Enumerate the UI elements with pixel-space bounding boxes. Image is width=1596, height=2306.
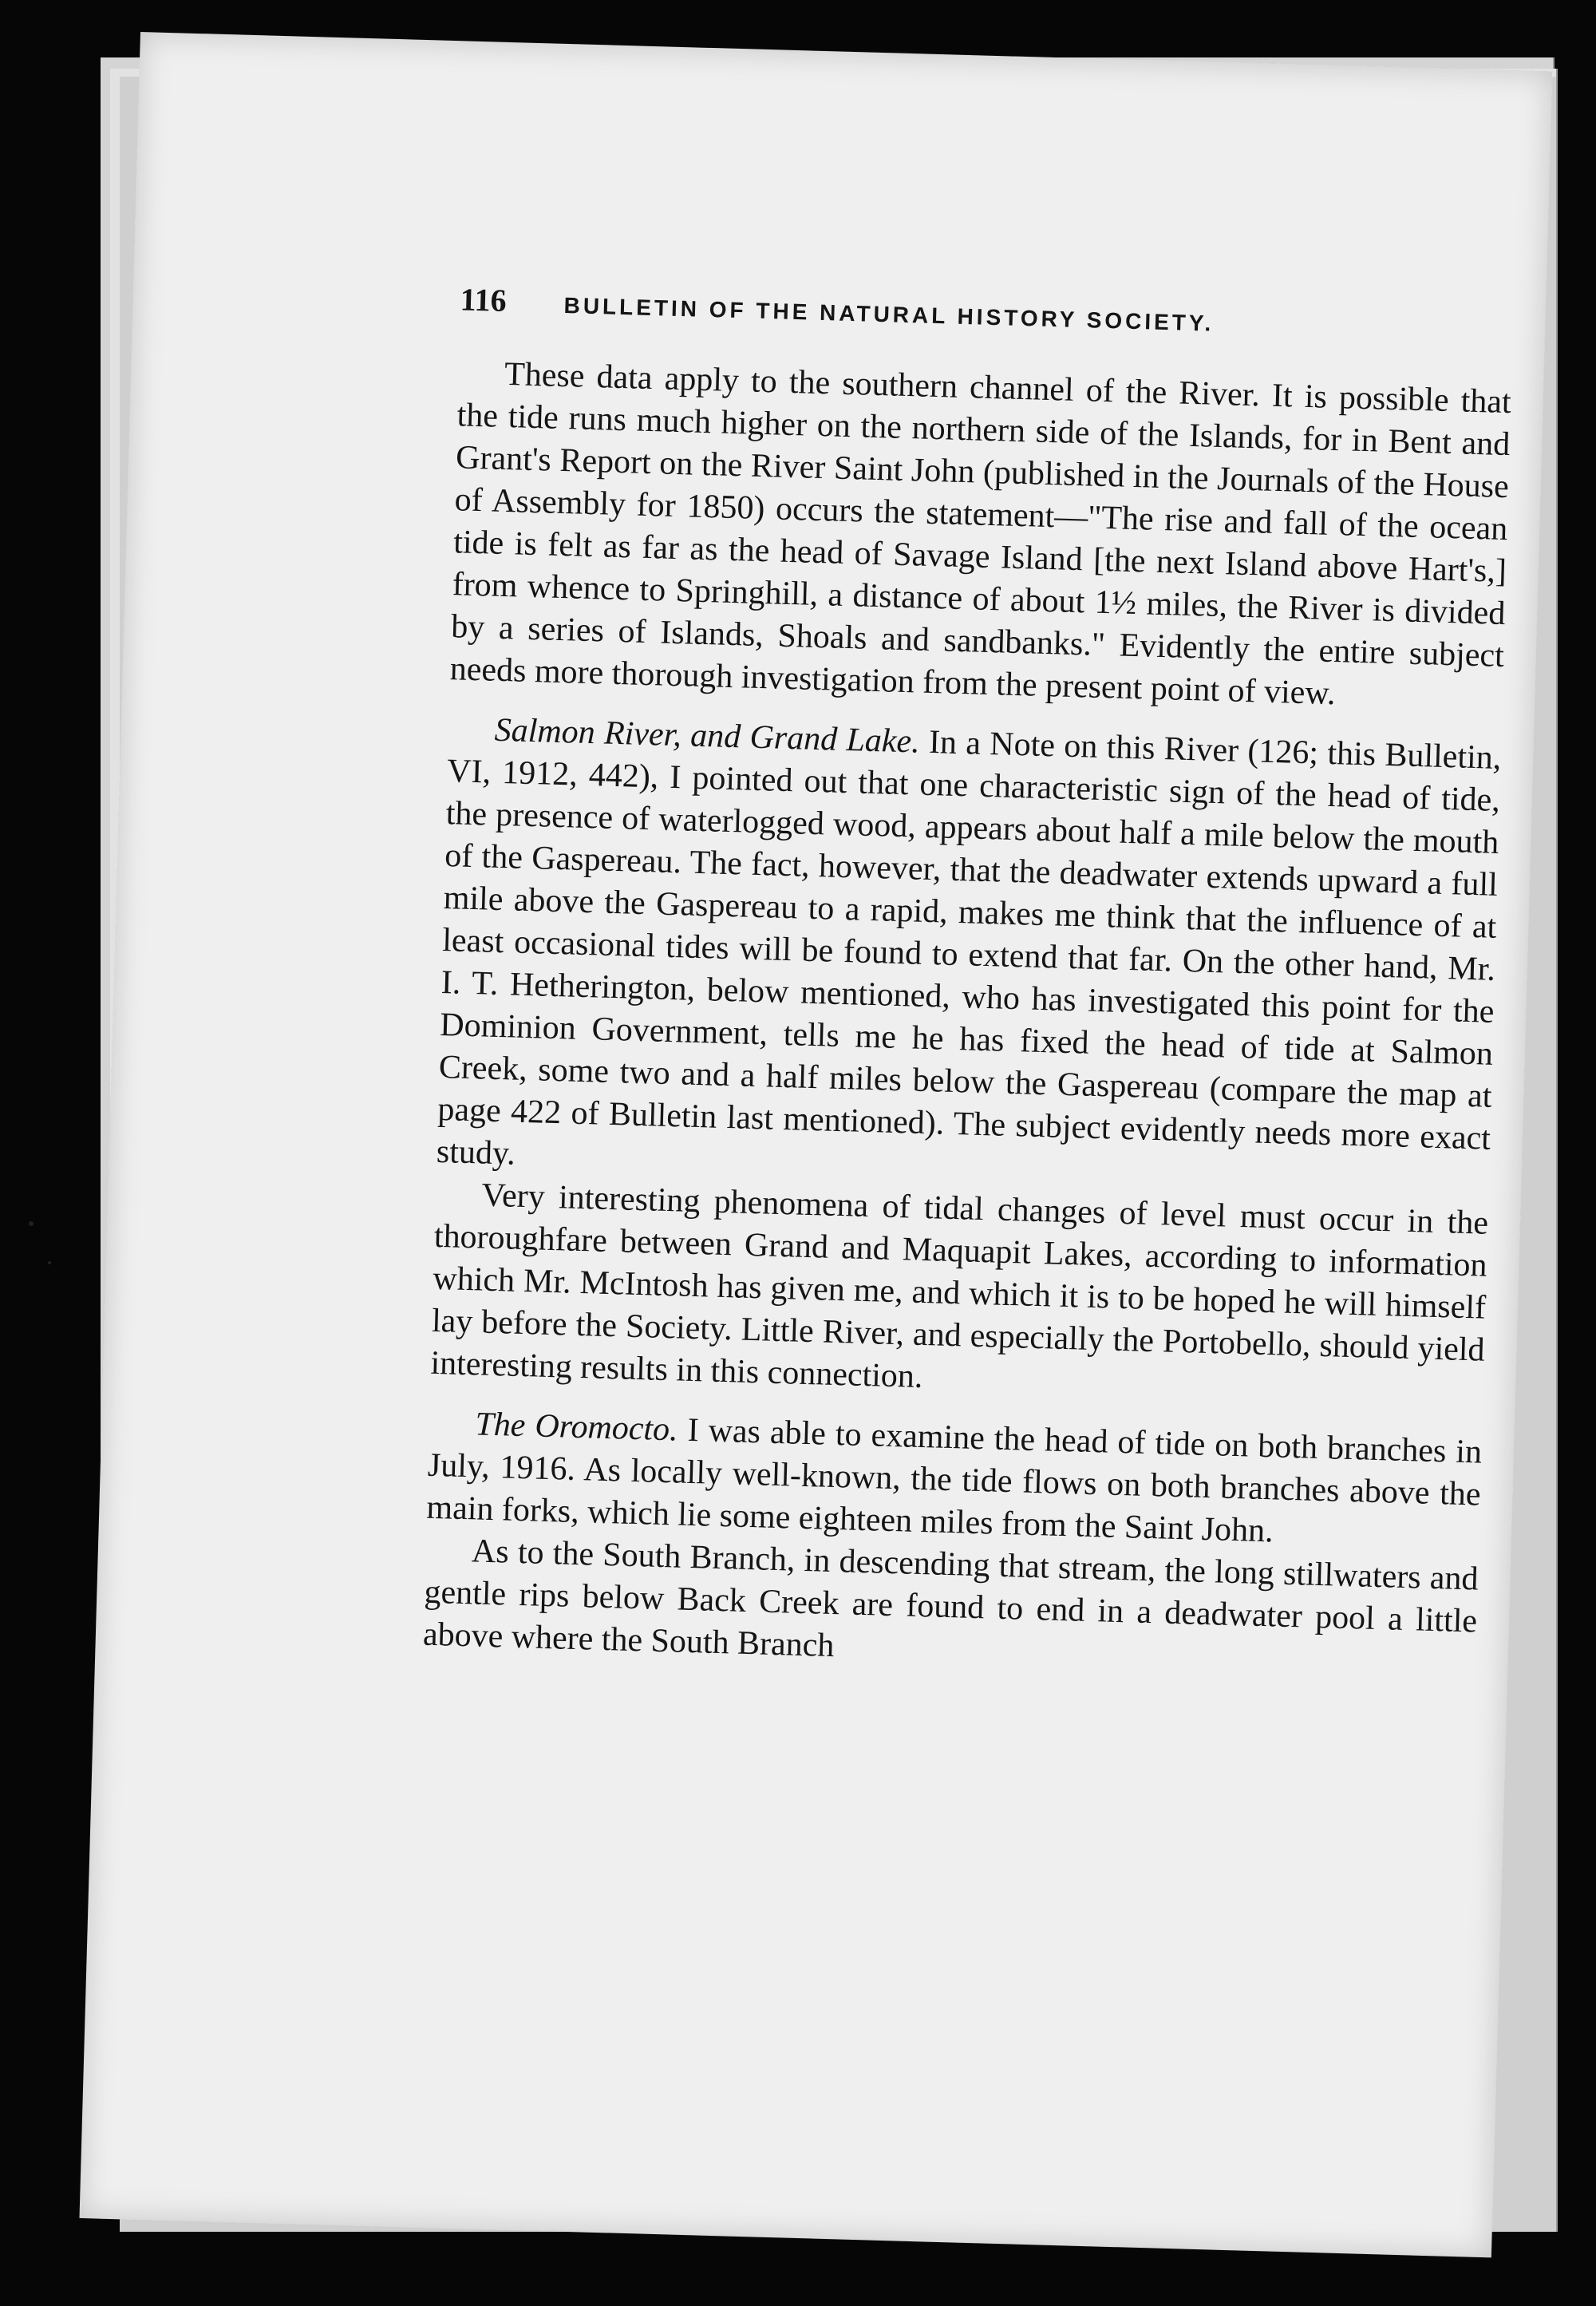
section-heading: Salmon River, and Grand Lake. [494, 711, 921, 761]
paragraph-text: Very interesting phenomena of tidal changes of level must occur in the thoroughfare between Grand and Maquapit Lakes, according to information which Mr. McIntosh has given me, and which it is to be hoped he will himself lay before the Society. Little River, and especially the Portobello, should yield interesting results in this connection. [429, 1177, 1489, 1396]
scan-speck [29, 1221, 34, 1226]
paragraph [436, 708, 1502, 1203]
paragraph-text: As to the South Branch, in descending that stream, the long stillwaters and gentle rips below Back Creek are found to end in a deadwater pool a little above where the South Branch [422, 1533, 1479, 1665]
paragraph-text: I was able to examine the head of tide on both branches in July, 1916. As locally well-known, the tide flows on both branches above the main forks, which lie some eighteen miles from the Saint John. [425, 1411, 1483, 1550]
running-head [460, 280, 1514, 358]
section-heading: The Oromocto. [474, 1406, 679, 1449]
paragraph [430, 1173, 1489, 1414]
scan-speck [48, 1261, 51, 1264]
paragraph-text: These data apply to the southern channel of the River. It is possible that the tide runs much higher on the northern side of the Islands, for in Bent and Grant's Report on the River Saint John (published in the Journals of the House of Assembly for 1850) occurs the statement—"The rise and fall of the ocean tide is felt as far as the head of Savage Island [the next Island above Hart's,] from whence to Springhill, a distance of about 1½ miles, the River is divided by a series of Islands, Shoals and sandbanks." Evidently the entire subject needs more thorough investigation from the present point of view. [449, 355, 1512, 713]
running-head-title: BULLETIN OF THE NATURAL HISTORY SOCIETY. [563, 292, 1215, 336]
paragraph [449, 352, 1511, 720]
page-content [422, 280, 1514, 1685]
book-page [79, 32, 1552, 2257]
paragraph-text: In a Note on this River (126; this Bulletin, VI, 1912, 442), I pointed out that one characteristic sign of the head of tide, the presence of waterlogged wood, appears about half a mile below the mouth of the Gaspereau. The fact, however, that the deadwater extends upward a full mile above the Gaspereau to a rapid, makes me think that the influence of at least occasional tides will be found to extend that far. On the other hand, Mr. I. T. Hetherington, below mentioned, who has investigated this point for the Dominion Government, tells me he has fixed the head of tide at Salmon Creek, some two and a half miles below the Gaspereau (compare the map at page 422 of Bulletin last mentioned). The subject evidently needs more exact study. [436, 723, 1502, 1173]
page-number: 116 [460, 281, 508, 318]
